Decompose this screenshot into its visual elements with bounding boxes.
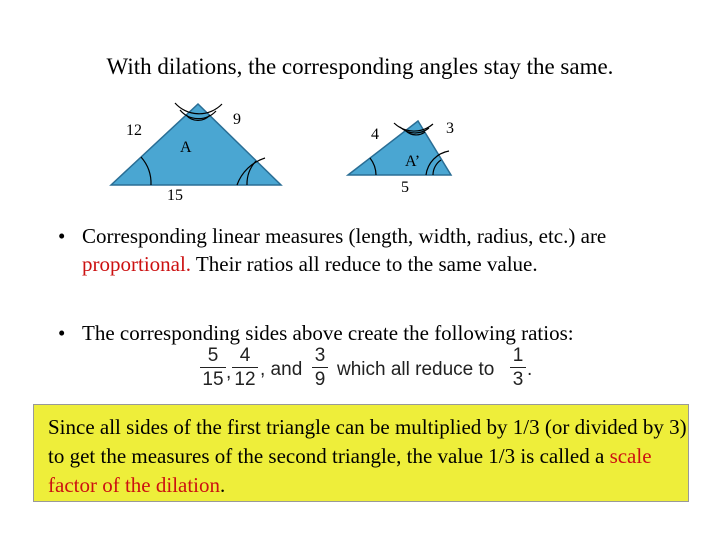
large-angle-label: A [180,139,192,156]
small-side-bottom-label: 5 [401,179,409,196]
proportional-highlight: proportional. [82,252,192,276]
small-angle-label: A’ [405,153,421,170]
slide-title: With dilations, the corresponding angles stay the same. [106,54,614,79]
small-side-right-label: 3 [446,120,454,137]
bullet-dot: • [58,321,66,345]
large-triangle [111,104,281,185]
fraction-1-3: 1 3 [510,346,526,391]
scale-factor-text: Since all sides of the first triangle can be multiplied by 1/3 (or divided by 3) to get the measures of the second triangle, the value 1/3 is called a scale factor of the dilation. [48,415,687,497]
bullet-ratios-text: The corresponding sides above create the following ratios: [82,321,574,345]
fraction-3-9: 3 9 [312,346,328,391]
bullet-dot: • [58,224,66,248]
large-side-bottom-label: 15 [167,187,183,204]
scale-factor-callout [33,404,689,502]
scale-factor-highlight: scale factor of the dilation [48,444,652,497]
small-side-left-label: 4 [371,126,379,143]
large-side-left-label: 12 [126,122,142,139]
large-side-right-label: 9 [233,111,241,128]
fraction-4-12: 4 12 [232,346,258,391]
bullet-proportional-text: Corresponding linear measures (length, width, radius, etc.) are proportional. Their ratios all reduce to the same value. [82,224,607,276]
fraction-5-15: 5 15 [200,346,226,391]
small-triangle [348,121,451,175]
